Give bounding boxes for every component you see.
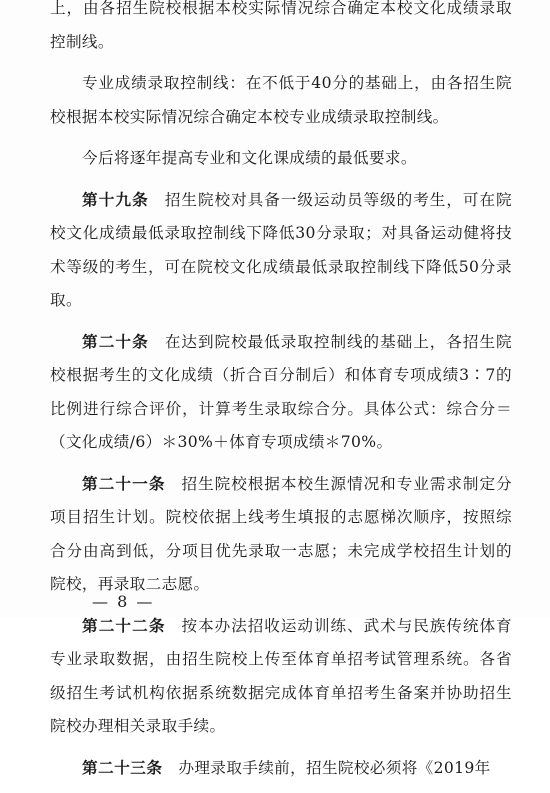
- article-22: [50, 610, 512, 744]
- article-21: [50, 468, 512, 602]
- article-text: 按本办法招收运动训练、武术与民族传统体育专业录取数据，由招生院校上传至体育单招考试管理系统。各省级招生考试机构依据系统数据完成体育单招考生备案并协助招生院校办理相关录取手续。: [50, 616, 512, 735]
- article-heading: 第十九条: [82, 190, 149, 209]
- paragraph-text: 专业成绩录取控制线：在不低于40分的基础上，由各招生院校根据本校实际情况综合确定本校专业成绩录取控制线。: [50, 74, 512, 126]
- article-text: 招生院校根据本校生源情况和专业需求制定分项目招生计划。院校依据上线考生填报的志愿梯次顺序，按照综合分由高到低，分项目优先录取一志愿；未完成学校招生计划的院校，再录取二志愿。: [50, 474, 512, 593]
- article-20: [50, 326, 512, 460]
- paragraph-3: [50, 142, 512, 176]
- article-heading: 第二十二条: [82, 616, 166, 635]
- article-23: [50, 752, 512, 786]
- paragraph-text: 今后将逐年提高专业和文化课成绩的最低要求。: [82, 149, 417, 167]
- paragraph-2: [50, 67, 512, 134]
- article-heading: 第二十一条: [82, 474, 166, 493]
- article-19: [50, 184, 512, 318]
- article-heading: 第二十条: [82, 332, 149, 351]
- document-body: [50, 0, 512, 793]
- article-text: 招生院校对具备一级运动员等级的考生，可在院校文化成绩最低录取控制线下降低30分录取；对具备运动健将技术等级的考生，可在院校文化成绩最低录取控制线下降低50分录取。: [50, 190, 512, 309]
- paragraph-text: 上，由各招生院校根据本校实际情况综合确定本校文化成绩录取控制线。: [50, 0, 512, 51]
- article-text: 办理录取手续前，招生院校必须将《2019年: [178, 758, 491, 777]
- paragraph-1: [50, 0, 512, 59]
- article-heading: 第二十三条: [82, 758, 163, 777]
- article-text: 在达到院校最低录取控制线的基础上，各招生院校根据考生的文化成绩（折合百分制后）和体育专项成绩3∶7的比例进行综合评价，计算考生录取综合分。具体公式：综合分＝（文化成绩/6）＊30%＋体育专项成绩＊70%。: [50, 332, 512, 451]
- page-number: — 8 —: [92, 592, 155, 611]
